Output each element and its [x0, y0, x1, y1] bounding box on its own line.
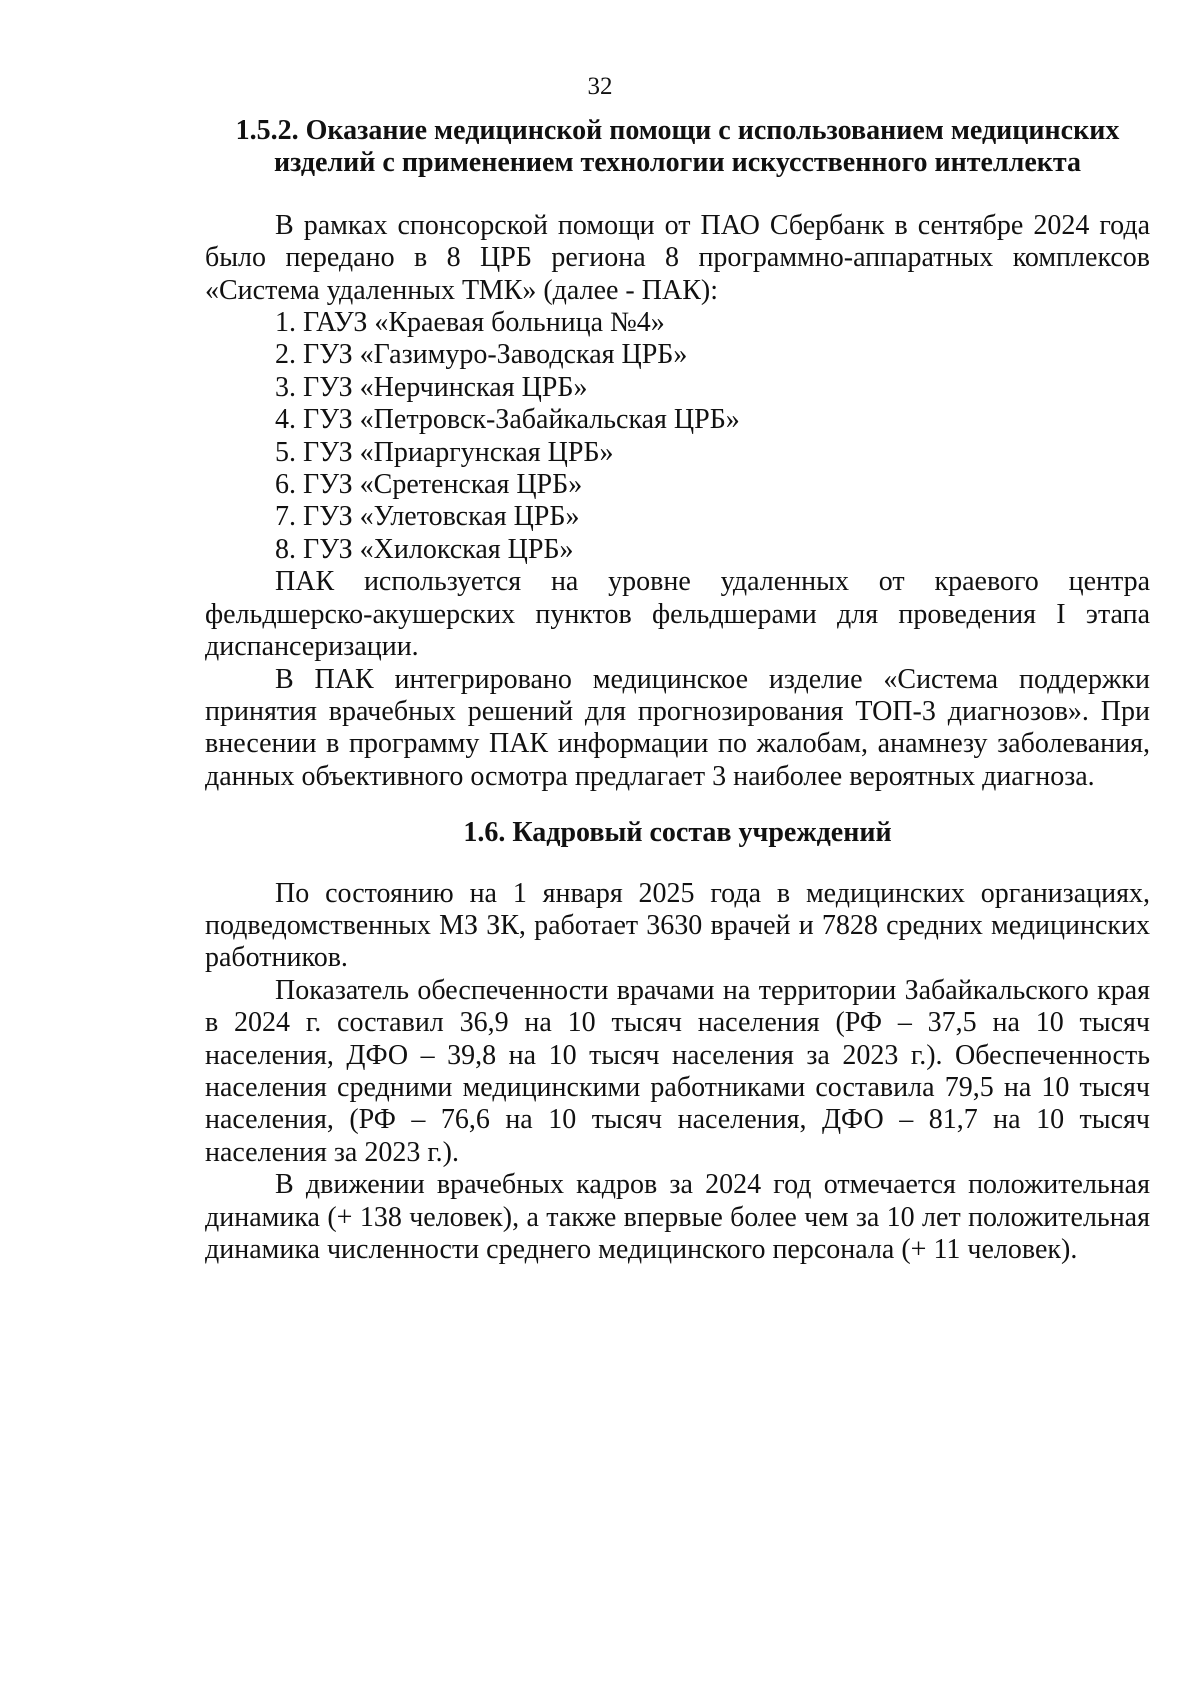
staffing-paragraph-2: Показатель обеспеченности врачами на территории Забайкальского края в 2024 г. составил 36,9 на 10 тысяч населения (РФ – 37,5 на 10 тысяч населения, ДФО – 39,8 на 10 тысяч населения за 2023 г.). Обеспеченность населения средними медицинскими работниками составила 79,5 на 10 тысяч населения, (РФ – 76,6 на 10 тысяч населения, ДФО – 81,7 на 10 тысяч населения за 2023 г.). [205, 974, 1150, 1168]
usage-paragraph: ПАК используется на уровне удаленных от краевого центра фельдшерско-акушерских пунктов фельдшерами для проведения I этапа диспансеризации. [205, 566, 1150, 663]
integration-paragraph: В ПАК интегрировано медицинское изделие «Система поддержки принятия врачебных решений для прогнозирования ТОП-3 диагнозов». При внесении в программу ПАК информации по жалобам, анамнезу заболевания, данных объективного осмотра предлагает 3 наиболее вероятных диагноза. [205, 663, 1150, 792]
page-number: 32 [587, 73, 613, 100]
list-item: 6. ГУЗ «Сретенская ЦРБ» [275, 469, 583, 501]
section-heading-line-2: изделий с применением технологии искусственного интеллекта [273, 147, 1081, 179]
list-item: 5. ГУЗ «Приаргунская ЦРБ» [275, 436, 614, 468]
section-heading-staffing: 1.6. Кадровый состав учреждений [463, 817, 892, 849]
list-item: 3. ГУЗ «Нерчинская ЦРБ» [275, 371, 588, 403]
hospital-list [205, 307, 1150, 566]
list-item: 8. ГУЗ «Хилокская ЦРБ» [275, 533, 574, 565]
section-heading-ai-devices [205, 115, 1150, 180]
list-item: 4. ГУЗ «Петровск-Забайкальская ЦРБ» [275, 404, 740, 436]
list-item: 7. ГУЗ «Улетовская ЦРБ» [275, 501, 580, 533]
staffing-paragraph-3: В движении врачебных кадров за 2024 год отмечается положительная динамика (+ 138 человек), а также впервые более чем за 10 лет положительная динамика численности среднего медицинского персонала (+ 11 человек). [205, 1169, 1150, 1265]
list-item: 2. ГУЗ «Газимуро-Заводская ЦРБ» [275, 339, 688, 371]
page-content [205, 115, 1150, 1266]
intro-paragraph: В рамках спонсорской помощи от ПАО Сбербанк в сентябре 2024 года было передано в 8 ЦРБ региона 8 программно-аппаратных комплексов «Система удаленных ТМК» (далее - ПАК): [205, 209, 1150, 306]
staffing-paragraph-1: По состоянию на 1 января 2025 года в медицинских организациях, подведомственных МЗ ЗК, работает 3630 врачей и 7828 средних медицинских работников. [205, 877, 1150, 974]
section-heading-line-1: 1.5.2. Оказание медицинской помощи с использованием медицинских [235, 115, 1120, 146]
list-item: 1. ГАУЗ «Краевая больница №4» [275, 307, 665, 339]
